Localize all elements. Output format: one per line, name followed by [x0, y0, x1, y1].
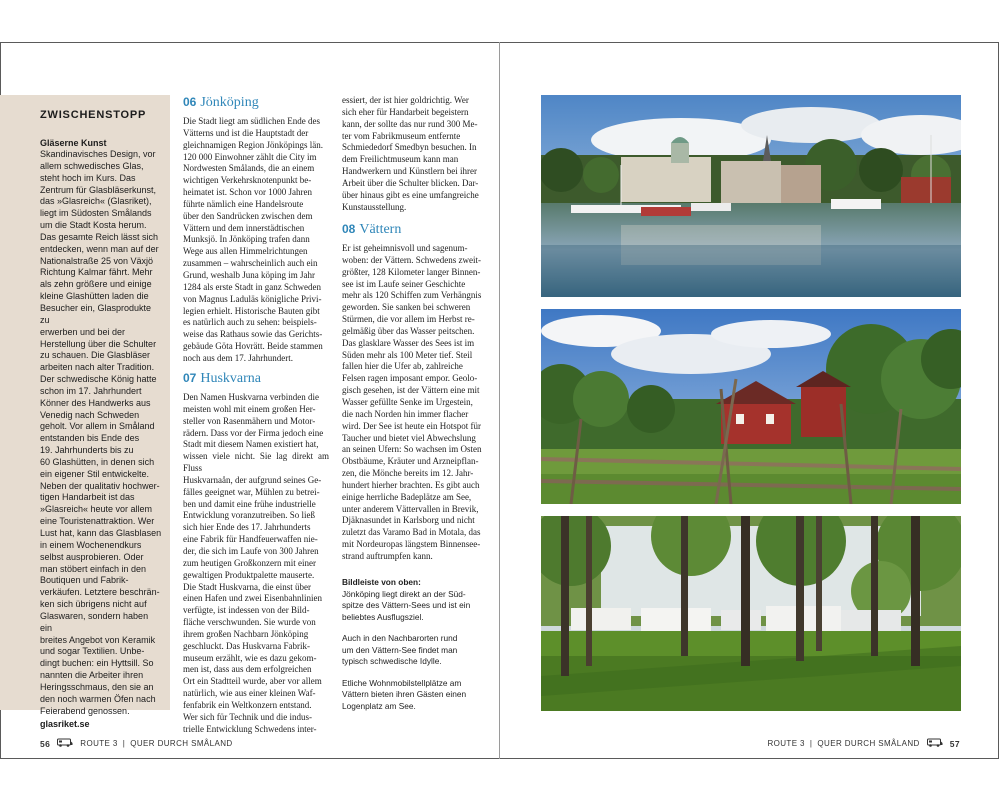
footer-separator-right: | — [809, 739, 813, 748]
caption-2: Auch in den Nachbarorten rund um den Vättern-See findet man typisch schwedische Idylle. — [342, 633, 458, 666]
route-label-right: ROUTE 3 — [767, 739, 805, 748]
caption-3: Etliche Wohnmobilstellplätze am Vättern bieten ihren Gästen einen Logenplatz am See. — [342, 677, 467, 711]
sidebar-body: Skandinavisches Design, vor allem schwedisches Glas, steht hoch im Kurs. Das Zentrum für Glasbläserkunst, das »Glasreich« (Glasriket), liegt im Südosten Smålands um die Stadt Kosta herum. Das gesamte Reich lässt sich entdecken, wenn man auf der Nationalstraße 25 von Växjö Richtung Kalmar fährt. Mehr als zehn größere und einige kleine Glashütten laden die Besucher ein, Glasprodukte zu erwerben und bei der Herstellung über die Schulter zu schauen. Die Glasbläser arbeiten nach alter Tradition. Der schwedische König hatte schon im 17. Jahrhundert Könner des Handwerks aus Venedig nach Schweden geholt. Vor allem in Småland entstanden bis Ende des 19. Jahrhunderts bis zu 60 Glashütten, in denen sich ein eigener Stil entwickelte. Neben der qualitativ hochwer- tigen Handarbeit ist das »Glasreich« heute vor allem eine Touristenattraktion. Wer Lust hat, kann das Glasblasen in einem Wochenendkurs selbst ausprobieren. Oder man stöbert einfach in den Boutiquen und Fabrik- verkäufen. Letztere beschrän- ken sich übrigens nicht auf Glaswaren, sondern haben ein breites Angebot von Keramik und sogar Textilien. Unbe- dingt buchen: ein Hyttsill. So nannten die Arbeiter ihren Heringsschmaus, den sie an den noch warmen Öfen nach Feierabend genossen. — [40, 149, 162, 716]
page-gutter — [499, 42, 500, 759]
heading-06-number: 06 — [183, 95, 197, 109]
caption-title: Bildleiste von oben: — [342, 577, 421, 587]
route-label-left: ROUTE 3 — [80, 739, 118, 748]
photo-red-houses — [541, 309, 961, 504]
heading-08-title: Vättern — [359, 222, 402, 237]
footer-left — [40, 738, 233, 749]
caption-1: Jönköping liegt direkt an der Süd- spitze des Vättern-Sees und ist ein beliebtes Ausflugsziel. — [342, 588, 471, 622]
heading-07-title: Huskvarna — [200, 371, 262, 386]
heading-08 — [342, 221, 401, 238]
heading-06 — [183, 94, 259, 111]
sidebar-title: ZWISCHENSTOPP — [40, 109, 147, 121]
footer-separator-left: | — [122, 739, 126, 748]
section-08-text: Er ist geheimnisvoll und sagenum- woben: der Vättern. Schwedens zweit- größter, 128 Kilometer langer Binnen- see ist im Laufe seiner Geschichte mehr als 120 Schiffen zum Verhängnis geworden. Sie sanken bei schweren Stürmen, die vor allem im Herbst re- gelmäßig über das Wasser peitschen. Das glasklare Wasser des Sees ist im Süden mehr als 100 Meter tief. Steil fallen hier die Ufer ab, zahlreiche Felsen ragen imposant empor. Geolo- gisch gesehen, ist der Vättern eine mit Wasser gefüllte Senke im Urgestein, die nach Norden hin immer flacher wird. Der See ist heute ein Hotspot für Taucher und bietet viel Abwechslung an seinen Ufern: So wachsen im Osten Obstbäume, Kräuter und Arzneipflan- zen, die Mönche bereits im 12. Jahr- hundert hierher brachten. Es gibt auch einige herrliche Badeplätze am See, unter anderem Vättervallen in Brevik, Djäknasundet in Karlsborg und nicht zuletzt das Varamo Bad in Motala, das mit Nordeuropas längstem Binnensee- strand auftrumpfen kann. — [342, 243, 482, 561]
photo-captions — [342, 577, 492, 722]
camper-van-icon — [927, 738, 943, 749]
zwischenstopp-box — [0, 95, 170, 729]
camper-van-icon — [57, 738, 73, 749]
page-number-left: 56 — [40, 738, 51, 749]
photo-campsite — [541, 516, 961, 711]
heading-07-number: 07 — [183, 371, 197, 385]
page-number-right: 57 — [949, 738, 960, 749]
footer-right — [767, 738, 960, 749]
sidebar-link[interactable]: glasriket.se — [40, 718, 90, 729]
sidebar-subtitle: Gläserne Kunst — [40, 138, 107, 148]
section-07-continued: essiert, der ist hier goldrichtig. Wer sich eher für Handarbeit begeistern kann, der sollte das nur rund 300 Me- ter vom Fabrikmuseum entfernte Schmiededorf Smedbyn besuchen. In dem Freilichtmuseum kann man Handwerkern und Künstlern bei ihrer Arbeit über die Schulter blicken. Dar- über hinaus gibt es eine umfangreiche Kunstausstellung. — [342, 95, 479, 212]
heading-07 — [183, 370, 261, 387]
section-06-text: Die Stadt liegt am südlichen Ende des Vätterns und ist die Hauptstadt der gleichnamigen Region Jönköpings län. 120 000 Einwohner zählt die City im Nordwesten Smålands, die an einem wichtigen Verkehrsknotenpunkt be- heimatet ist. Schon vor 1000 Jahren führte nämlich eine Handelsroute über den Sandrücken zwischen dem Vättern und dem innerstädtischen Munksjö. In Jönköping trafen dann Wege aus allen Himmelrichtungen zusammen – wahrscheinlich auch ein Grund, weshalb Juna köping im Jahr 1284 als erste Stadt in ganz Schweden von Magnus Laduläs königliche Privi- legien erhielt. Historische Bauten gibt es natürlich auch zu sehen: beispiels- weise das Rathaus sowie das Gerichts- gebäude Göta Hovrätt. Beide stammen noch aus dem 17. Jahrhundert. — [183, 116, 323, 363]
heading-08-number: 08 — [342, 222, 356, 236]
route-title-right: QUER DURCH SMÅLAND — [817, 739, 920, 748]
heading-06-title: Jönköping — [200, 95, 259, 110]
photo-jonkoping-harbor — [541, 95, 961, 297]
route-title-left: QUER DURCH SMÅLAND — [130, 739, 233, 748]
section-07-text: Den Namen Huskvarna verbinden die meisten wohl mit einem großen Her- steller von Rasenmähern und Motor- rädern. Dass vor der Firma jedoch eine Stadt mit diesem Namen existiert hat, wissen viele nicht. Sie lag direkt am Fluss Huskvarnaån, der aufgrund seines Ge- fälles geeignet war, Mühlen zu betrei- ben und damit eine frühe industrielle Entwicklung voranzutreiben. So ließ sich hier Ende des 17. Jahrhunderts eine Fabrik für Handfeuerwaffen nie- der, die sich im Laufe von 300 Jahren zum heutigen Großkonzern mit einer gewaltigen Produktpalette mauserte. Die Stadt Huskvarna, die einst über einen Hafen und zwei Eisenbahnlinien verfügte, ist indessen von der Bild- fläche verschwunden. Sie wurde von ihrem großen Nachbarn Jönköping geschluckt. Das Huskvarna Fabrik- museum erzählt, wie es dazu gekom- men ist, dass aus dem erfolgreichen Ort ein Stadtteil wurde, aber vor allem natürlich, wie aus einer kleinen Waf- fenfabrik ein Weltkonzern entstand. Wer sich für Technik und die indus- trielle Entwicklung Schwedens inter- — [183, 392, 329, 734]
